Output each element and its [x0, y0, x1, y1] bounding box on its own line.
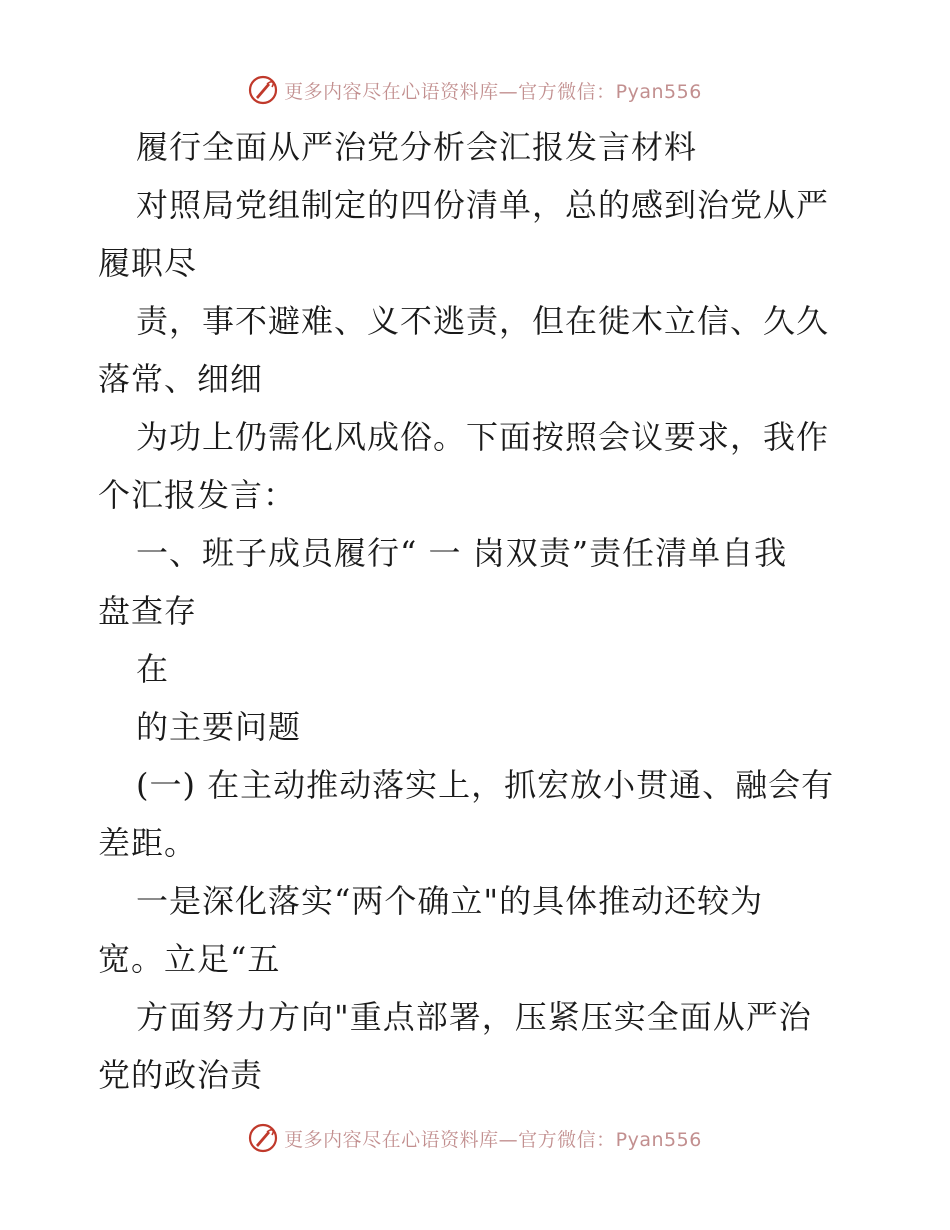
document-line: 的主要问题 [136, 708, 302, 746]
header-watermark [0, 70, 950, 110]
watermark-text: 更多内容尽在心语资料库—官方微信：Pyan556 [284, 80, 702, 103]
document-line: 一是深化落实“两个确立"的具体推动还较为 [136, 882, 764, 920]
document-line: 盘查存 [98, 592, 198, 630]
document-line: 个汇报发言： [98, 476, 297, 514]
document-line: 落常、细细 [98, 360, 264, 398]
document-line: 履行全面从严治党分析会汇报发言材料 [136, 128, 698, 166]
document-line: 责，事不避难、义不逃责，但在徙木立信、久久 [136, 302, 830, 340]
document-line: 差距。 [98, 824, 198, 862]
document-line: 党的政治责 [98, 1056, 264, 1094]
watermark-text: 更多内容尽在心语资料库—官方微信：Pyan556 [284, 1128, 702, 1151]
document-line: 方面努力方向"重点部署，压紧压实全面从严治 [136, 998, 812, 1036]
document-line: 为功上仍需化风成俗。下面按照会议要求，我作 [136, 418, 830, 456]
document-line: (一) 在主动推动落实上，抓宏放小贯通、融会有 [136, 766, 835, 804]
footer-watermark [0, 1118, 950, 1158]
quill-logo-icon [248, 75, 278, 105]
quill-logo-icon [248, 1123, 278, 1153]
document-line: 对照局党组制定的四份清单，总的感到治党从严 [136, 186, 830, 224]
document-line: 宽。立足“五 [98, 940, 281, 978]
document-line: 在 [136, 650, 170, 688]
document-line: 一、班子成员履行“ 一 岗双责”责任清单自我 [136, 534, 788, 572]
document-line: 履职尽 [98, 244, 198, 282]
document-body [98, 118, 858, 1104]
